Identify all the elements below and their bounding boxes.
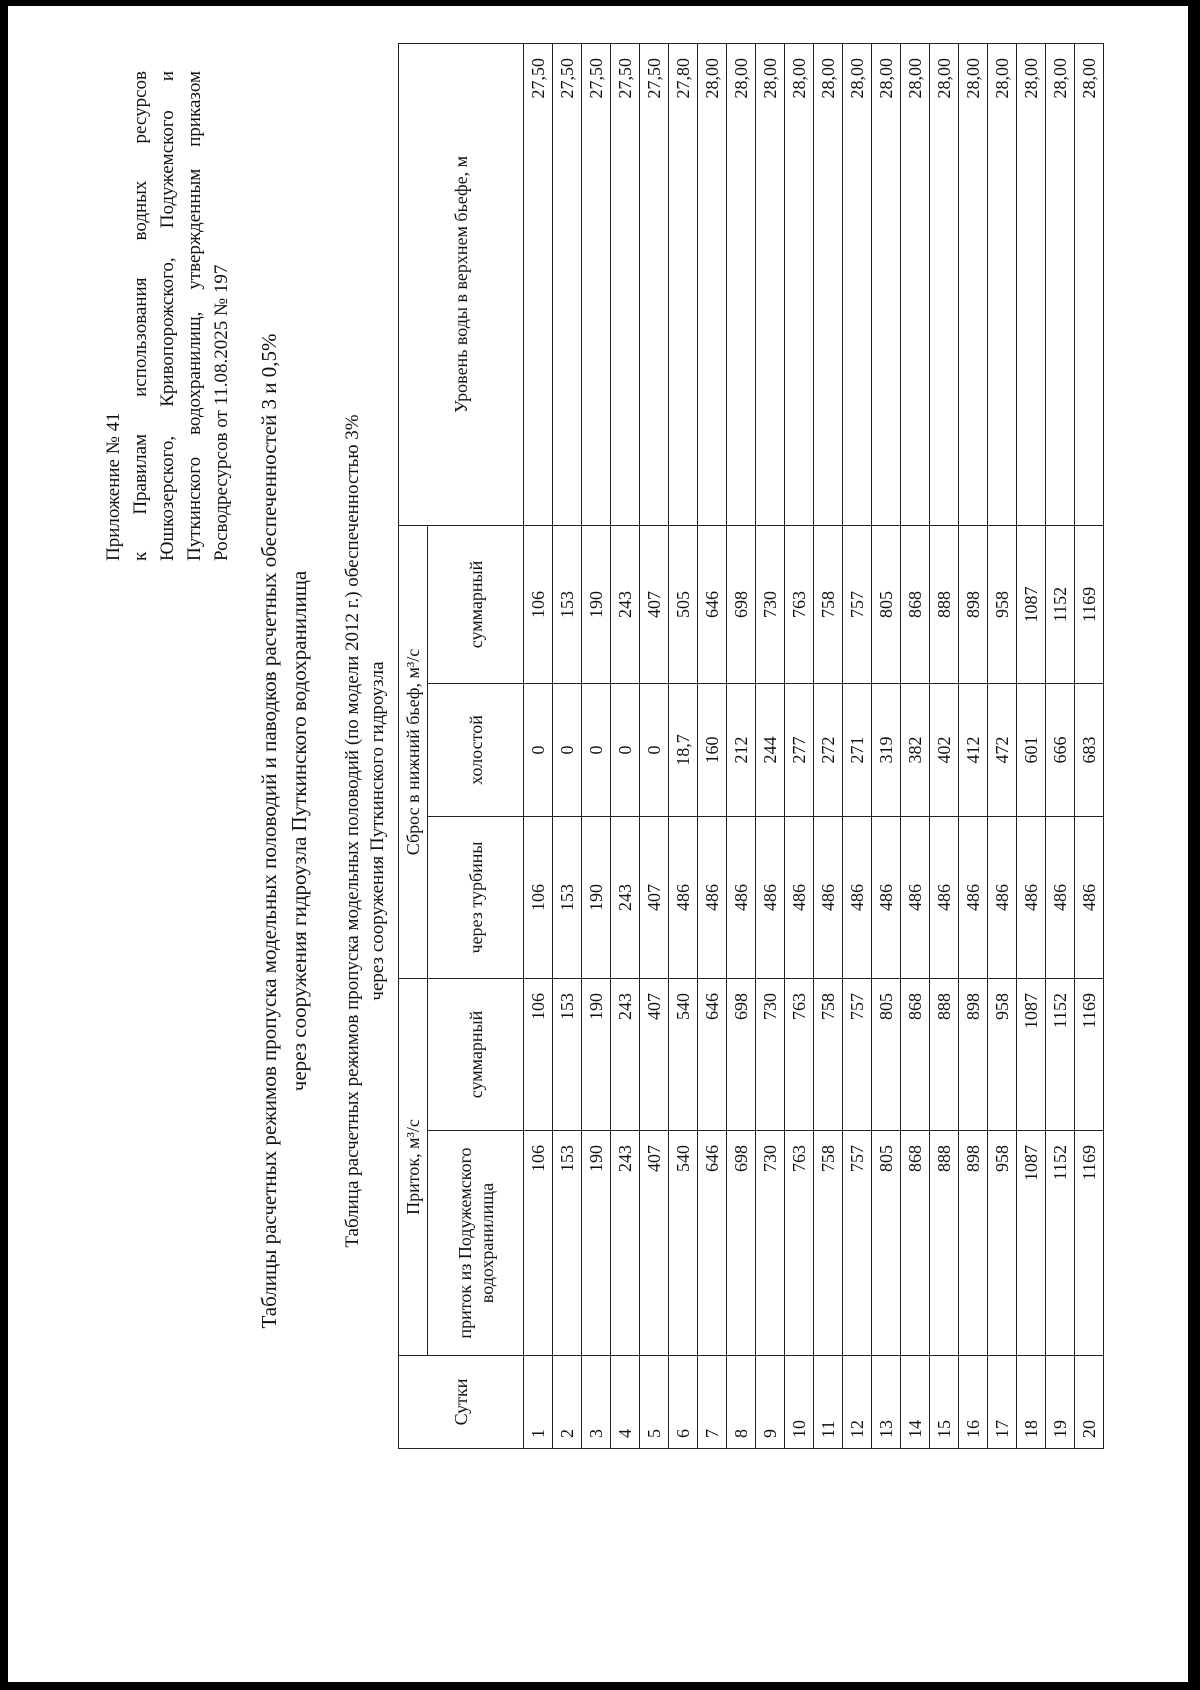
cell-inflow-from: 646 <box>698 1131 727 1356</box>
header-discharge-group: Сброс в нижний бьеф, м³/с <box>399 525 428 978</box>
table-row <box>988 43 1017 1448</box>
cell-inflow-total: 730 <box>756 978 785 1130</box>
cell-discharge-total: 106 <box>524 525 553 683</box>
cell-through-turbines: 486 <box>698 816 727 978</box>
cell-inflow-from: 868 <box>901 1131 930 1356</box>
cell-upper-level: 27,50 <box>553 43 582 525</box>
cell-inflow-total: 1169 <box>1075 978 1104 1130</box>
cell-day: 7 <box>698 1356 727 1449</box>
cell-day: 9 <box>756 1356 785 1449</box>
cell-discharge-total: 646 <box>698 525 727 683</box>
cell-inflow-total: 540 <box>669 978 698 1130</box>
appendix-reference: к Правилам использования водных ресурсов Юшкозерского, Кривопорожского, Подужемского и Путкинского водохранилищ, утвержденным приказом Росводресурсов от 11.08.2025 № 197 <box>130 71 232 561</box>
cell-inflow-from: 758 <box>814 1131 843 1356</box>
cell-upper-level: 27,50 <box>582 43 611 525</box>
header-through-turbines: через турбины <box>428 816 524 978</box>
cell-upper-level: 28,00 <box>959 43 988 525</box>
cell-through-turbines: 486 <box>901 816 930 978</box>
cell-idle: 244 <box>756 683 785 816</box>
table-row <box>640 43 669 1448</box>
cell-day: 5 <box>640 1356 669 1449</box>
cell-day: 10 <box>785 1356 814 1449</box>
cell-through-turbines: 486 <box>756 816 785 978</box>
cell-through-turbines: 486 <box>669 816 698 978</box>
cell-day: 8 <box>727 1356 756 1449</box>
cell-idle: 412 <box>959 683 988 816</box>
table-caption-line-1: Таблица расчетных режимов пропуска модельных половодий (по модели 2012 г.) обеспеченностью 3% <box>342 414 363 1248</box>
cell-inflow-from: 1169 <box>1075 1131 1104 1356</box>
table-row <box>524 43 553 1448</box>
cell-idle: 0 <box>524 683 553 816</box>
cell-upper-level: 28,00 <box>1046 43 1075 525</box>
table-row <box>756 43 785 1448</box>
cell-idle: 18,7 <box>669 683 698 816</box>
header-inflow-group: Приток, м³/с <box>399 978 428 1355</box>
cell-upper-level: 28,00 <box>1017 43 1046 525</box>
header-idle: холостой <box>428 683 524 816</box>
cell-idle: 277 <box>785 683 814 816</box>
cell-idle: 0 <box>640 683 669 816</box>
cell-upper-level: 28,00 <box>901 43 930 525</box>
header-inflow-from: приток из Подужемского водохранилища <box>428 1131 524 1356</box>
cell-through-turbines: 407 <box>640 816 669 978</box>
cell-inflow-total: 805 <box>872 978 901 1130</box>
cell-inflow-from: 1087 <box>1017 1131 1046 1356</box>
cell-inflow-from: 106 <box>524 1131 553 1356</box>
table-caption <box>340 81 390 1581</box>
cell-through-turbines: 486 <box>872 816 901 978</box>
cell-inflow-total: 757 <box>843 978 872 1130</box>
cell-inflow-from: 730 <box>756 1131 785 1356</box>
cell-upper-level: 27,50 <box>640 43 669 525</box>
cell-through-turbines: 486 <box>988 816 1017 978</box>
cell-upper-level: 27,50 <box>611 43 640 525</box>
cell-inflow-from: 407 <box>640 1131 669 1356</box>
document-title-line-1: Таблицы расчетных режимов пропуска модельных половодий и паводков расчетных обеспеченностей 3 и 0,5% <box>257 333 281 1329</box>
cell-inflow-total: 1152 <box>1046 978 1075 1130</box>
table-row <box>1046 43 1075 1448</box>
cell-idle: 271 <box>843 683 872 816</box>
appendix-number: Приложение № 41 <box>103 412 124 561</box>
document-sheet <box>8 6 1188 1682</box>
cell-discharge-total: 190 <box>582 525 611 683</box>
cell-idle: 0 <box>553 683 582 816</box>
cell-inflow-total: 758 <box>814 978 843 1130</box>
table-row <box>698 43 727 1448</box>
cell-discharge-total: 763 <box>785 525 814 683</box>
cell-day: 16 <box>959 1356 988 1449</box>
cell-upper-level: 28,00 <box>988 43 1017 525</box>
header-discharge-total: суммарный <box>428 525 524 683</box>
cell-inflow-total: 1087 <box>1017 978 1046 1130</box>
cell-discharge-total: 958 <box>988 525 1017 683</box>
document-title <box>254 81 314 1581</box>
cell-through-turbines: 486 <box>785 816 814 978</box>
cell-day: 12 <box>843 1356 872 1449</box>
cell-idle: 212 <box>727 683 756 816</box>
cell-through-turbines: 243 <box>611 816 640 978</box>
cell-day: 14 <box>901 1356 930 1449</box>
table-row <box>843 43 872 1448</box>
cell-through-turbines: 153 <box>553 816 582 978</box>
cell-discharge-total: 243 <box>611 525 640 683</box>
cell-discharge-total: 1087 <box>1017 525 1046 683</box>
header-upper-level: Уровень воды в верхнем бьефе, м <box>399 43 524 525</box>
cell-discharge-total: 758 <box>814 525 843 683</box>
table-row <box>553 43 582 1448</box>
cell-discharge-total: 505 <box>669 525 698 683</box>
cell-discharge-total: 898 <box>959 525 988 683</box>
cell-discharge-total: 888 <box>930 525 959 683</box>
cell-day: 17 <box>988 1356 1017 1449</box>
cell-inflow-total: 407 <box>640 978 669 1130</box>
cell-inflow-total: 153 <box>553 978 582 1130</box>
table-row <box>1017 43 1046 1448</box>
cell-idle: 319 <box>872 683 901 816</box>
header-inflow-total: суммарный <box>428 978 524 1130</box>
cell-upper-level: 28,00 <box>930 43 959 525</box>
cell-day: 15 <box>930 1356 959 1449</box>
cell-discharge-total: 407 <box>640 525 669 683</box>
cell-day: 3 <box>582 1356 611 1449</box>
header-row-groups <box>399 43 428 1448</box>
cell-upper-level: 27,50 <box>524 43 553 525</box>
cell-upper-level: 28,00 <box>698 43 727 525</box>
cell-inflow-from: 805 <box>872 1131 901 1356</box>
cell-discharge-total: 757 <box>843 525 872 683</box>
table-body <box>524 43 1104 1448</box>
cell-discharge-total: 730 <box>756 525 785 683</box>
cell-inflow-total: 763 <box>785 978 814 1130</box>
cell-inflow-from: 153 <box>553 1131 582 1356</box>
cell-day: 6 <box>669 1356 698 1449</box>
cell-inflow-from: 190 <box>582 1131 611 1356</box>
table-row <box>1075 43 1104 1448</box>
cell-inflow-from: 898 <box>959 1131 988 1356</box>
table-row <box>814 43 843 1448</box>
cell-discharge-total: 153 <box>553 525 582 683</box>
rotated-document-content <box>8 21 1099 1581</box>
cell-upper-level: 28,00 <box>814 43 843 525</box>
cell-through-turbines: 486 <box>959 816 988 978</box>
cell-idle: 0 <box>611 683 640 816</box>
cell-day: 11 <box>814 1356 843 1449</box>
cell-inflow-total: 958 <box>988 978 1017 1130</box>
cell-day: 2 <box>553 1356 582 1449</box>
document-title-line-2: через сооружения гидроузла Путкинского водохранилища <box>287 570 311 1092</box>
cell-idle: 601 <box>1017 683 1046 816</box>
table-row <box>669 43 698 1448</box>
cell-inflow-from: 698 <box>727 1131 756 1356</box>
cell-idle: 472 <box>988 683 1017 816</box>
cell-discharge-total: 868 <box>901 525 930 683</box>
table-caption-line-2: через сооружения Путкинского гидроузла <box>367 661 388 1001</box>
cell-inflow-from: 763 <box>785 1131 814 1356</box>
cell-discharge-total: 805 <box>872 525 901 683</box>
cell-inflow-total: 243 <box>611 978 640 1130</box>
header-day: Сутки <box>399 1356 524 1449</box>
cell-idle: 0 <box>582 683 611 816</box>
cell-upper-level: 28,00 <box>785 43 814 525</box>
cell-inflow-total: 888 <box>930 978 959 1130</box>
cell-upper-level: 28,00 <box>1075 43 1104 525</box>
cell-inflow-total: 190 <box>582 978 611 1130</box>
cell-inflow-from: 888 <box>930 1131 959 1356</box>
cell-through-turbines: 486 <box>727 816 756 978</box>
table-row <box>930 43 959 1448</box>
table-row <box>611 43 640 1448</box>
cell-through-turbines: 486 <box>814 816 843 978</box>
cell-through-turbines: 486 <box>1017 816 1046 978</box>
cell-idle: 160 <box>698 683 727 816</box>
cell-discharge-total: 698 <box>727 525 756 683</box>
cell-day: 20 <box>1075 1356 1104 1449</box>
cell-idle: 272 <box>814 683 843 816</box>
table-row <box>785 43 814 1448</box>
cell-upper-level: 28,00 <box>872 43 901 525</box>
cell-idle: 382 <box>901 683 930 816</box>
cell-upper-level: 27,80 <box>669 43 698 525</box>
cell-through-turbines: 486 <box>1075 816 1104 978</box>
cell-day: 1 <box>524 1356 553 1449</box>
cell-inflow-total: 868 <box>901 978 930 1130</box>
cell-inflow-from: 243 <box>611 1131 640 1356</box>
cell-idle: 666 <box>1046 683 1075 816</box>
cell-inflow-total: 646 <box>698 978 727 1130</box>
cell-day: 13 <box>872 1356 901 1449</box>
cell-upper-level: 28,00 <box>727 43 756 525</box>
cell-through-turbines: 486 <box>843 816 872 978</box>
cell-through-turbines: 106 <box>524 816 553 978</box>
cell-upper-level: 28,00 <box>843 43 872 525</box>
cell-through-turbines: 190 <box>582 816 611 978</box>
table-row <box>582 43 611 1448</box>
table-row <box>727 43 756 1448</box>
cell-inflow-total: 698 <box>727 978 756 1130</box>
table-row <box>901 43 930 1448</box>
cell-inflow-from: 540 <box>669 1131 698 1356</box>
cell-through-turbines: 486 <box>1046 816 1075 978</box>
cell-inflow-total: 106 <box>524 978 553 1130</box>
cell-day: 4 <box>611 1356 640 1449</box>
cell-through-turbines: 486 <box>930 816 959 978</box>
cell-discharge-total: 1152 <box>1046 525 1075 683</box>
cell-inflow-from: 958 <box>988 1131 1017 1356</box>
cell-idle: 402 <box>930 683 959 816</box>
cell-idle: 683 <box>1075 683 1104 816</box>
cell-upper-level: 28,00 <box>756 43 785 525</box>
cell-day: 18 <box>1017 1356 1046 1449</box>
appendix-note <box>100 71 235 561</box>
cell-day: 19 <box>1046 1356 1075 1449</box>
cell-discharge-total: 1169 <box>1075 525 1104 683</box>
table-row <box>872 43 901 1448</box>
release-regime-table <box>398 43 1104 1449</box>
table-row <box>959 43 988 1448</box>
cell-inflow-from: 1152 <box>1046 1131 1075 1356</box>
cell-inflow-total: 898 <box>959 978 988 1130</box>
cell-inflow-from: 757 <box>843 1131 872 1356</box>
